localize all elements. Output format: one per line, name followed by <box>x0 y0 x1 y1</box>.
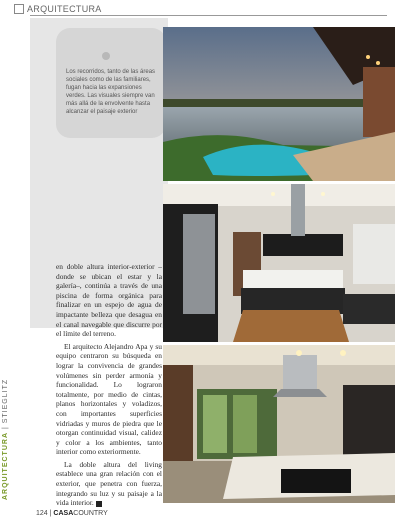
brand-country: COUNTRY <box>73 510 108 517</box>
brand-casa: CASA <box>53 510 74 517</box>
section-header <box>14 2 102 16</box>
callout-text: Los recorridos, tanto de las áreas sociales como de las familiares, fugan hacia las expansiones verdes. Las visuales siempre van más allá de la envolvente hasta alcanzar el paisaje exterior <box>66 69 156 115</box>
side-label-sep: | <box>2 426 9 430</box>
side-label-name: STIEGLITZ <box>2 378 9 424</box>
side-section-label <box>2 340 14 500</box>
page-number: 124 <box>36 510 48 517</box>
article-paragraph <box>56 460 162 508</box>
article-paragraph: El arquitecto Alejandro Apa y su equipo centraron su búsqueda en lograr la convivencia de grandes volúmenes sin perder armonía y funcionalidad. Lo lograron totalmente, por medio de cintas, planos horizontales y voladizos, con importantes superficies vidriadas y muros de piedra que le otorgan continuidad visual, calidez y color a los ambientes, tanto interior como exteriormente. <box>56 341 162 457</box>
article-paragraph: en doble altura interior-exterior –donde se ubican el estar y la galería–, continúa a través de una piscina de forma orgánica para finalizar en un espejo de agua de impactante belleza que desagua en el canal navegable que discurre por el límite del terreno. <box>56 262 162 339</box>
side-label-section: ARQUITECTURA <box>2 432 9 500</box>
footer-sep: | <box>49 510 52 517</box>
header-box-icon <box>14 4 24 14</box>
photo-pool-exterior <box>163 27 395 181</box>
photo-living-kitchen <box>163 345 395 503</box>
page-footer <box>36 510 108 517</box>
section-title: ARQUITECTURA <box>27 4 102 14</box>
photo-kitchen <box>163 184 395 342</box>
article-body <box>56 262 162 511</box>
article-paragraph-text: La doble altura del living establece una gran relación con el exterior, que penetra con fuerza, integrando su luz y su paisaje a la vida interior. <box>56 459 162 508</box>
callout-dot-icon <box>102 52 110 60</box>
end-mark-icon <box>96 501 102 507</box>
header-rule <box>30 15 387 16</box>
photo-caption-callout <box>56 28 166 138</box>
